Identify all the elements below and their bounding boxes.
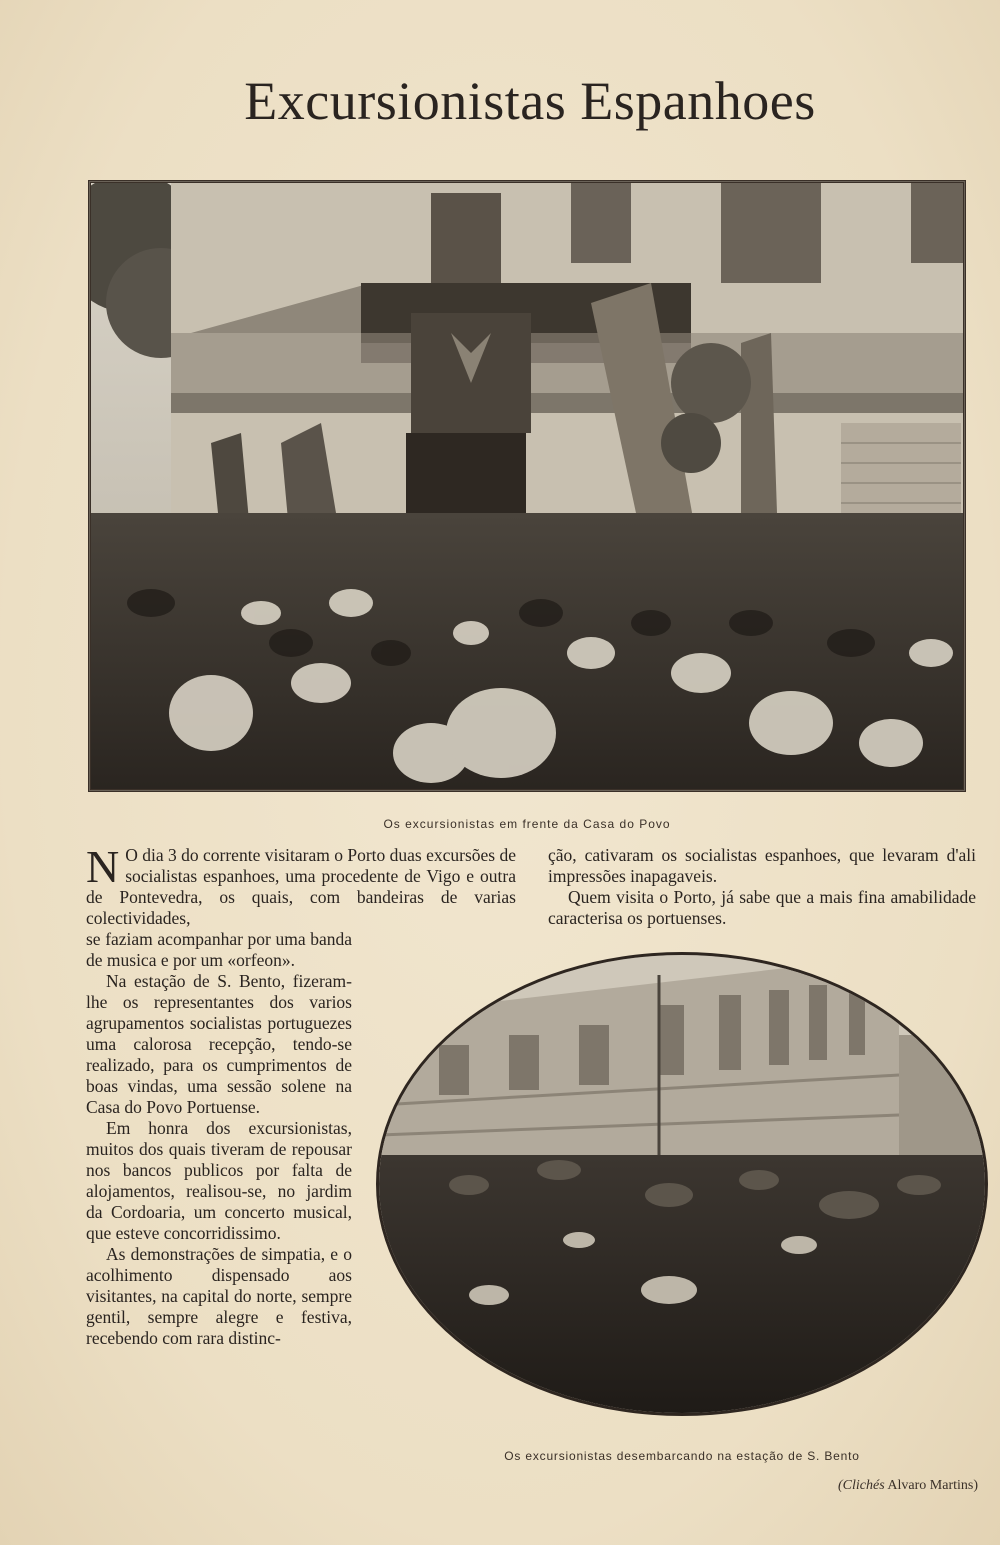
photo-credit — [838, 1478, 978, 1494]
paragraph-1-wide-text: O dia 3 do corrente visitaram o Porto duas excursões de socialistas espanhoes, uma procedente de Vigo e outra de Pontevedra, os quais, com bandeiras de varias colectividades, — [86, 845, 516, 928]
credit-label: (Clichés — [838, 1478, 885, 1493]
paragraph-1-continued: se faziam acompanhar por uma banda de musica e por um «orfeon». — [86, 929, 352, 970]
article-left-column — [86, 929, 352, 1349]
article-paragraph-5: Quem visita o Porto, já sabe que a mais fina amabilidade caracterisa os portuenses. — [548, 887, 976, 928]
article-paragraph-2: Na estação de S. Bento, fizeram-lhe os representantes dos varios agrupamentos socialistas portuguezes uma calorosa recepção, tendo-se realizado, para os cumprimentos de boas vindas, uma sessão solene na Casa do Povo Portuense. — [86, 971, 352, 1117]
crowd-photo-illustration — [91, 183, 963, 789]
article-paragraph-1 — [86, 841, 516, 929]
photo1-caption: Os excursionistas em frente da Casa do Povo — [383, 817, 671, 831]
crowd-photo-casa-do-povo — [88, 180, 966, 792]
station-photo-illustration — [379, 955, 985, 1413]
article-paragraph-4-continued: ção, cativaram os socialistas espanhoes, que levaram d'ali impressões inapagaveis. — [548, 845, 976, 886]
drop-cap: N — [86, 841, 120, 892]
page-title: Excursionistas Espanhoes — [244, 71, 816, 131]
crowd-photo-sao-bento-station — [376, 952, 988, 1416]
credit-name: Alvaro Martins) — [887, 1478, 978, 1493]
article-paragraph-3: Em honra dos excursionistas, muitos dos quais tiveram de repousar nos bancos publicos por falta de alojamentos, realisou-se, no jardim da Cordoaria, um concerto musical, que esteve concorridissimo. — [86, 1118, 352, 1243]
article-right-column — [548, 845, 976, 929]
photo2-caption: Os excursionistas desembarcando na estação de S. Bento — [504, 1449, 860, 1463]
article-paragraph-4: As demonstrações de simpatia, e o acolhimento dispensado aos visitantes, na capital do norte, sempre gentil, sempre alegre e festiva, recebendo com rara distinc- — [86, 1244, 352, 1348]
